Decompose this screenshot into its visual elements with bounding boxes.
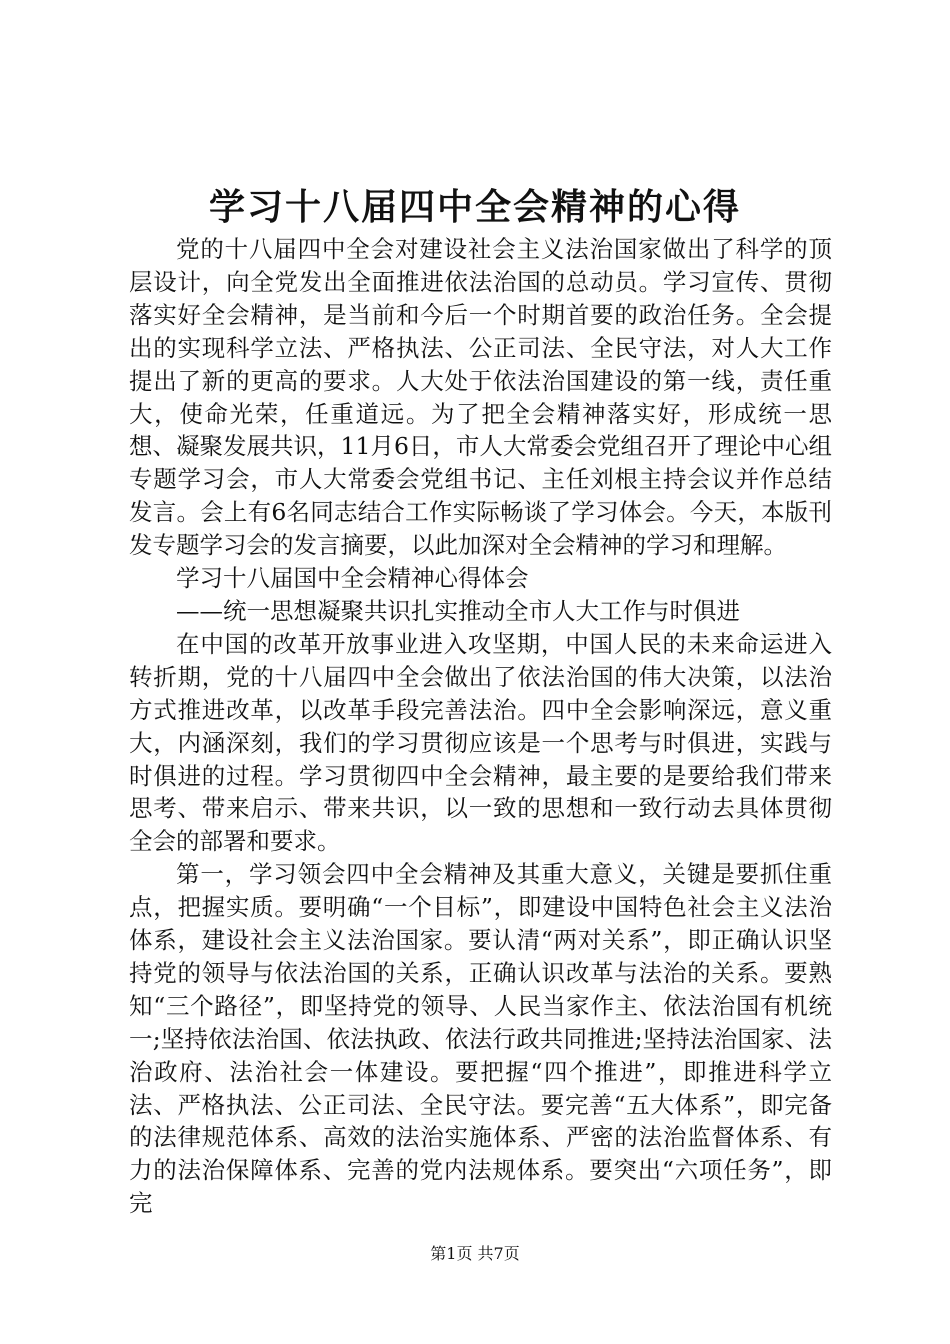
body-paragraph: 在中国的改革开放事业进入攻坚期，中国人民的未来命运进入转折期，党的十八届四中全会做出了依法治国的伟大决策，以法治方式推进改革，以改革手段完善法治。四中全会影响深远，意义重大，内涵深刻，我们的学习贯彻应该是一个思考与时俱进，实践与时俱进的过程。学习贯彻四中全会精神，最主要的是要给我们带来思考、带来启示、带来共识，以一致的思想和一致行动去具体贯彻全会的部署和要求。: [129, 629, 832, 856]
section-subheading: ——统一思想凝聚共识扎实推动全市人大工作与时俱进: [176, 596, 740, 625]
document-title: 学习十八届四中全会精神的心得: [208, 187, 741, 228]
body-paragraph: 第一，学习领会四中全会精神及其重大意义，关键是要抓住重点，把握实质。要明确“一个目标”，即建设中国特色社会主义法治体系，建设社会主义法治国家。要认清“两对关系”，即正确认识坚持党的领导与依法治国的关系，正确认识改革与法治的关系。要熟知“三个路径”，即坚持党的领导、人民当家作主、依法治国有机统一;坚持依法治国、依法执政、依法行政共同推进;坚持法治国家、法治政府、法治社会一体建设。要把握“四个推进”，即推进科学立法、严格执法、公正司法、全民守法。要完善“五大体系”，即完备的法律规范体系、高效的法治实施体系、严密的法治监督体系、有力的法治保障体系、完善的党内法规体系。要突出“六项任务”，即完: [129, 860, 832, 1218]
intro-paragraph: 党的十八届四中全会对建设社会主义法治国家做出了科学的顶层设计，向全党发出全面推进依法治国的总动员。学习宣传、贯彻落实好全会精神，是当前和今后一个时期首要的政治任务。全会提出的实现科学立法、严格执法、公正司法、全民守法，对人大工作提出了新的更高的要求。人大处于依法治国建设的第一线，责任重大，使命光荣，任重道远。为了把全会精神落实好，形成统一思想、凝聚发展共识，11月6日，市人大常委会党组召开了理论中心组专题学习会，市人大常委会党组书记、主任刘根主持会议并作总结发言。会上有6名同志结合工作实际畅谈了学习体会。今天，本版刊发专题学习会的发言摘要，以此加深对全会精神的学习和理解。: [129, 235, 832, 560]
section-heading: 学习十八届国中全会精神心得体会: [176, 564, 529, 593]
document-body: [129, 233, 832, 1220]
page-footer: 第1页 共7页: [430, 1244, 520, 1263]
